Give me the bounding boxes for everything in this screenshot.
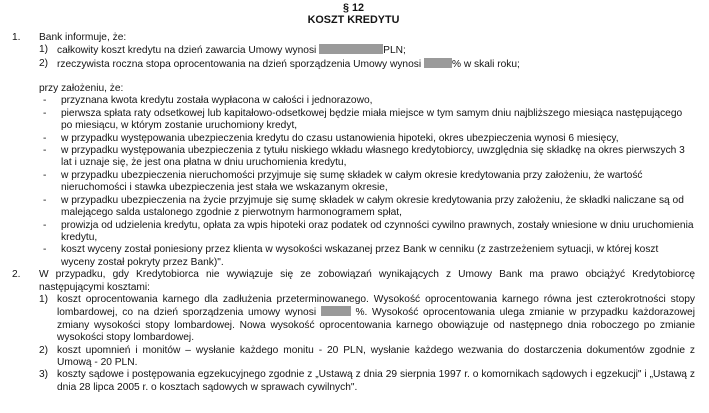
item-text-after: %. Wysokość oprocentowania ulega zmianie w przypadku każdorazowej zmiany wysokości stopy lombardowej. Nowa wysokość oprocentowania karnego obowiązuje od następnego dnia roboczego po zmianie wysokości stopy lombardowej. xyxy=(57,307,695,344)
assumption-item xyxy=(12,145,695,170)
assumption-text: w przypadku ubezpieczenia na życie przyjmuje się sumę składek w całym okresie kredytowania przy założeniu, że składki naliczane są od malejącego salda ustalonego zgodnie z pierwotnym harmonogramem spłat, xyxy=(61,194,684,219)
item-text xyxy=(57,44,695,57)
assumption-text: prowizja od udzielenia kredytu, opłata za wpis hipoteki oraz podatek od czynności cywilno prawnych, zostały wniesione w dniu uruchomienia kredytu, xyxy=(61,219,694,243)
point-1-item-1 xyxy=(12,44,695,57)
item-text-before: rzeczywista roczna stopa oprocentowania na dzień sporządzenia Umowy wynosi xyxy=(57,58,422,70)
assumption-item xyxy=(12,244,695,269)
section-number: § 12 xyxy=(342,2,364,14)
point-1-intro-text: Bank informuje, że: xyxy=(39,31,127,43)
item-number: 2) xyxy=(39,57,49,69)
assumption-item xyxy=(12,170,695,195)
assumption-text: koszt wyceny został poniesiony przez klienta w wysokości wskazanej przez Bank w cenniku (z zastrzeżeniem sytuacji, w której koszt wyceny został pokryty przez Bank)". xyxy=(61,244,659,268)
assumption-item xyxy=(12,108,695,133)
point-2-intro-text: W przypadku, gdy Kredytobiorca nie wywiązuje się ze zobowiązań wynikających z Umowy Bank ma prawo obciążyć Kredytobiorcę następującymi kosztami: xyxy=(39,269,695,293)
point-2-number: 2. xyxy=(12,269,21,281)
point-2-item-2 xyxy=(12,345,695,370)
page-title: KOSZT KREDYTU xyxy=(307,14,400,27)
assumption-text: w przypadku występowania ubezpieczenia kredytu do czasu ustanowienia hipoteki, okres ubezpieczenia wynosi 6 miesięcy, xyxy=(61,132,619,144)
dash-bullet: - xyxy=(43,107,47,119)
dash-bullet: - xyxy=(43,219,47,231)
point-2-item-3 xyxy=(12,369,695,394)
dash-bullet: - xyxy=(43,244,47,256)
assumptions-intro xyxy=(12,83,695,95)
assumption-text: przyznana kwota kredytu została wypłacona w całości i jednorazowo, xyxy=(61,95,373,107)
assumption-text: pierwsza spłata raty odsetkowej lub kapitałowo-odsetkowej będzie miała miejsce w tym samym dniu najbliższego miesiąca następującego po miesiącu, w którym zostanie uruchomiony kredyt, xyxy=(61,107,683,132)
item-text xyxy=(57,294,695,345)
assumption-text: w przypadku występowania ubezpieczenia z tytułu niskiego wkładu własnego kredytobiorcy, uwzględnia się składkę na okres pierwszych 3 lat i uznaje się, że jest ona płatna w dniu uruchomienia kredytu, xyxy=(61,145,685,169)
item-text: koszty sądowe i postępowania egzekucyjnego zgodnie z „Ustawą z dnia 29 sierpnia 1997 r. o komornikach sądowych i egzekucji" i „Ustawą z dnia 28 lipca 2005 r. o kosztach sądowych w sprawach cywilnych". xyxy=(57,369,695,393)
assumption-text: w przypadku ubezpieczenia nieruchomości przyjmuje się sumę składek w całym okresie kredytowania przy założeniu, że wartość nieruchomości i stawka ubezpieczenia jest stała we wskazanym okresie, xyxy=(61,169,643,194)
dash-bullet: - xyxy=(43,194,47,206)
dash-bullet: - xyxy=(43,169,47,181)
assumption-item xyxy=(12,195,695,220)
item-number: 1) xyxy=(39,293,49,305)
item-number: 1) xyxy=(39,44,49,56)
spacer xyxy=(12,71,695,83)
item-text xyxy=(57,58,695,71)
point-1-number: 1. xyxy=(12,31,21,43)
dash-bullet: - xyxy=(43,132,47,144)
item-text-after: % w skali roku; xyxy=(451,58,520,70)
redacted-amount xyxy=(319,44,383,54)
item-text-before: całkowity koszt kredytu na dzień zawarcia Umowy wynosi xyxy=(57,45,317,57)
point-1-intro xyxy=(12,32,695,44)
assumption-item xyxy=(12,133,695,145)
point-1-item-2 xyxy=(12,58,695,71)
item-text-before: koszt oprocentowania karnego dla zadłużenia przeterminowanego. Wysokość oprocentowania karnego równa jest czterokrotności stopy lombardowej, co na dzień sporządzenia umowy wynosi xyxy=(57,293,695,319)
item-text: koszt upomnień i monitów – wysłanie każdego monitu - 20 PLN, wysłanie każdego wezwania do dostarczenia dokumentów zgodnie z Umową - 20 PLN. xyxy=(57,344,695,368)
point-2-item-1 xyxy=(12,294,695,345)
item-text-after: PLN; xyxy=(383,45,406,57)
assumptions-intro-text: przy założeniu, że: xyxy=(39,83,124,95)
dash-bullet: - xyxy=(43,145,47,157)
redacted-rate xyxy=(424,58,452,68)
item-number: 3) xyxy=(39,369,49,381)
assumption-item xyxy=(12,95,695,107)
item-number: 2) xyxy=(39,344,49,356)
assumption-item xyxy=(12,220,695,245)
redacted-rate xyxy=(321,306,351,316)
dash-bullet: - xyxy=(43,95,47,107)
point-2-intro xyxy=(12,269,695,294)
